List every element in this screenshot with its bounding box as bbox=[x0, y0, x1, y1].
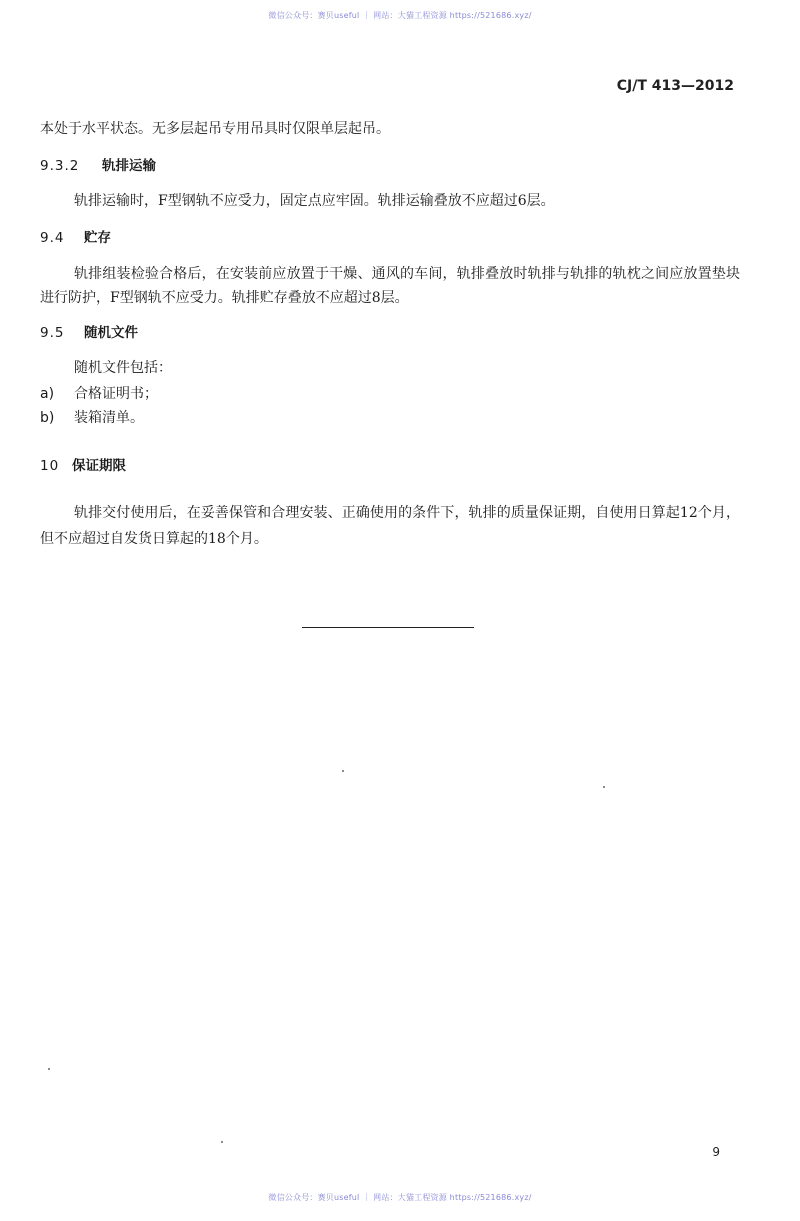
scan-speck bbox=[342, 770, 344, 772]
end-of-text-rule bbox=[302, 627, 474, 628]
scan-speck bbox=[603, 786, 605, 788]
section-9-4-heading bbox=[40, 227, 740, 249]
list-marker: b) bbox=[40, 410, 55, 426]
section-9-3-2-text: 轨排运输时，F型钢轨不应受力，固定点应牢固。轨排运输叠放不应超过6层。 bbox=[74, 193, 555, 209]
page-number: 9 bbox=[712, 1145, 720, 1159]
section-9-5-intro: 随机文件包括： bbox=[74, 360, 172, 376]
scan-speck bbox=[48, 1068, 50, 1070]
list-text: 装箱清单。 bbox=[74, 410, 144, 426]
section-number: 9.4 bbox=[40, 230, 65, 246]
standard-code: CJ/T 413—2012 bbox=[616, 78, 734, 94]
scan-speck bbox=[221, 1141, 223, 1143]
watermark-bottom: 微信公众号：赛贝useful ｜ 网站：大猫工程资源 https://521686.xyz/ bbox=[268, 1193, 532, 1202]
section-9-3-2-heading bbox=[40, 155, 740, 177]
section-10-heading bbox=[40, 455, 740, 477]
list-item bbox=[40, 407, 144, 427]
list-text: 合格证明书； bbox=[74, 386, 158, 402]
section-title: 随机文件 bbox=[84, 325, 138, 341]
watermark-top: 微信公众号：赛贝useful ｜ 网站：大猫工程资源 https://521686.xyz/ bbox=[268, 11, 532, 20]
section-title: 保证期限 bbox=[72, 458, 126, 474]
section-10-text: 轨排交付使用后，在妥善保管和合理安装、正确使用的条件下，轨排的质量保证期，自使用日算起12个月，但不应超过自发货日算起的18个月。 bbox=[40, 505, 740, 547]
section-9-5-heading bbox=[40, 322, 740, 344]
section-9-4-text: 轨排组装检验合格后，在安装前应放置于干燥、通风的车间，轨排叠放时轨排与轨排的轨枕之间应放置垫块进行防护，F型钢轨不应受力。轨排贮存叠放不应超过8层。 bbox=[40, 266, 740, 306]
section-title: 贮存 bbox=[84, 230, 111, 246]
list-item bbox=[40, 383, 158, 403]
continued-paragraph: 本处于水平状态。无多层起吊专用吊具时仅限单层起吊。 bbox=[40, 121, 390, 137]
section-title: 轨排运输 bbox=[102, 158, 156, 174]
section-number: 10 bbox=[40, 458, 60, 474]
list-marker: a) bbox=[40, 386, 55, 402]
section-number: 9.3.2 bbox=[40, 158, 80, 174]
section-number: 9.5 bbox=[40, 325, 65, 341]
